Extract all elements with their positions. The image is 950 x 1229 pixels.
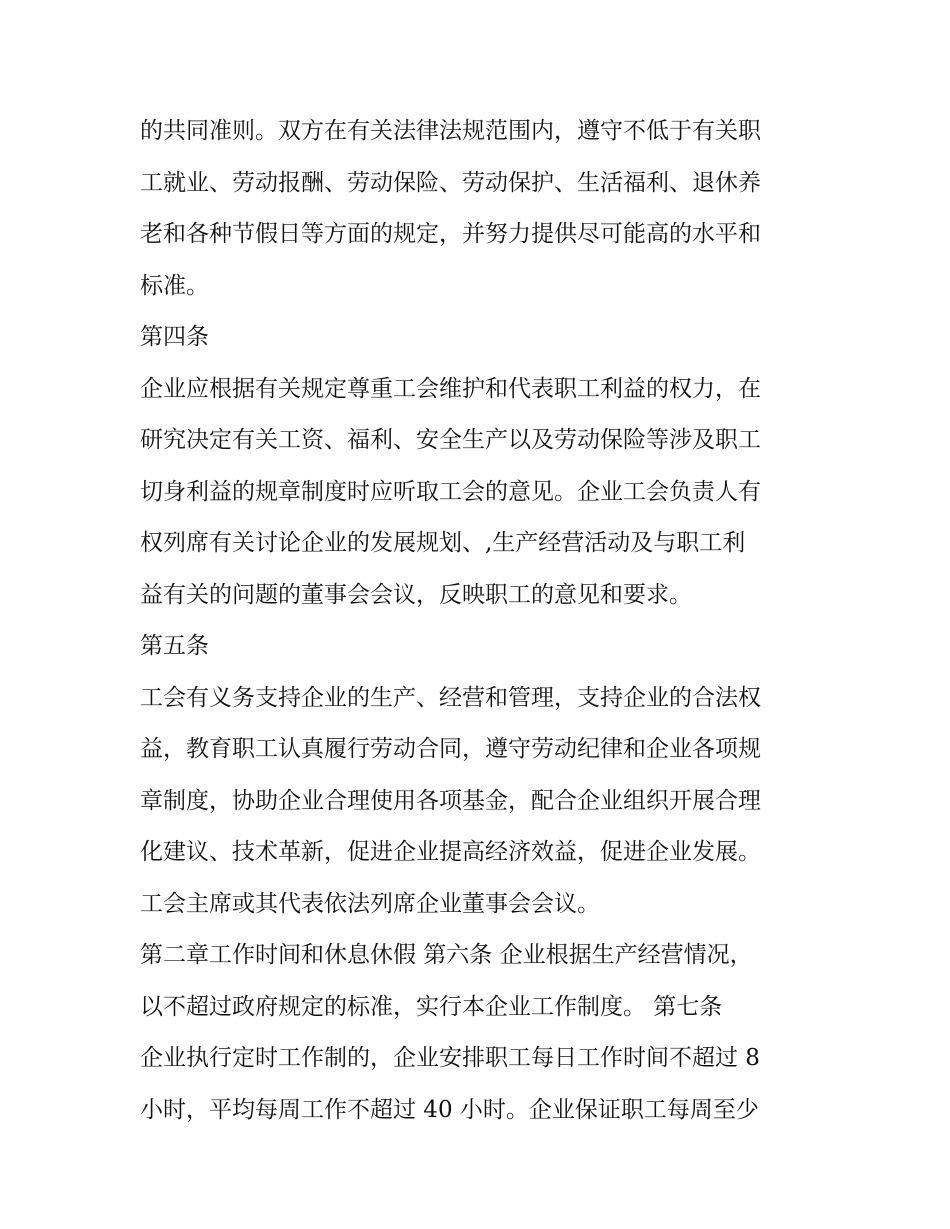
text-line: 工就业、劳动报酬、劳动保险、劳动保护、生活福利、退休养 [140, 169, 761, 196]
text-line: 权列席有关讨论企业的发展规划、,生产经营活动及与职工利 [140, 530, 746, 556]
text-line: 以不超过政府规定的标准，实行本企业工作制度。 第七条 [140, 993, 723, 1020]
text-line: 研究决定有关工资、福利、安全生产以及劳动保险等涉及职工 [140, 427, 761, 453]
text-line: 企业执行定时工作制的，企业安排职工每日工作时间不超过 8 [140, 1045, 760, 1071]
text-line: 标准。 [140, 272, 209, 299]
text-line: 工会主席或其代表依法列席企业董事会会议。 [140, 890, 600, 917]
document-body [140, 106, 820, 1136]
text-line: 老和各种节假日等方面的规定，并努力提供尽可能高的水平和 [140, 221, 761, 247]
text-line: 益，教育职工认真履行劳动合同，遵守劳动纪律和企业各项规 [140, 736, 761, 762]
text-line: 切身利益的规章制度时应听取工会的意见。企业工会负责人有 [140, 478, 761, 505]
text-line: 小时，平均每周工作不超过 40 小时。企业保证职工每周至少 [140, 1096, 759, 1123]
text-line: 的共同准则。双方在有关法律法规范围内，遵守不低于有关职 [140, 118, 761, 144]
text-line: 章制度，协助企业合理使用各项基金，配合企业组织开展合理 [140, 787, 761, 814]
text-line: 工会有义务支持企业的生产、经营和管理，支持企业的合法权 [140, 684, 761, 711]
chapter-line: 第二章工作时间和休息休假 第六条 企业根据生产经营情况， [140, 942, 753, 968]
text-line: 化建议、技术革新，促进企业提高经济效益，促进企业发展。 [140, 839, 761, 865]
article-heading: 第五条 [140, 633, 209, 659]
article-heading: 第四条 [140, 324, 209, 350]
text-line: 益有关的问题的董事会会议，反映职工的意见和要求。 [140, 581, 692, 608]
text-line: 企业应根据有关规定尊重工会维护和代表职工利益的权力，在 [140, 375, 761, 402]
